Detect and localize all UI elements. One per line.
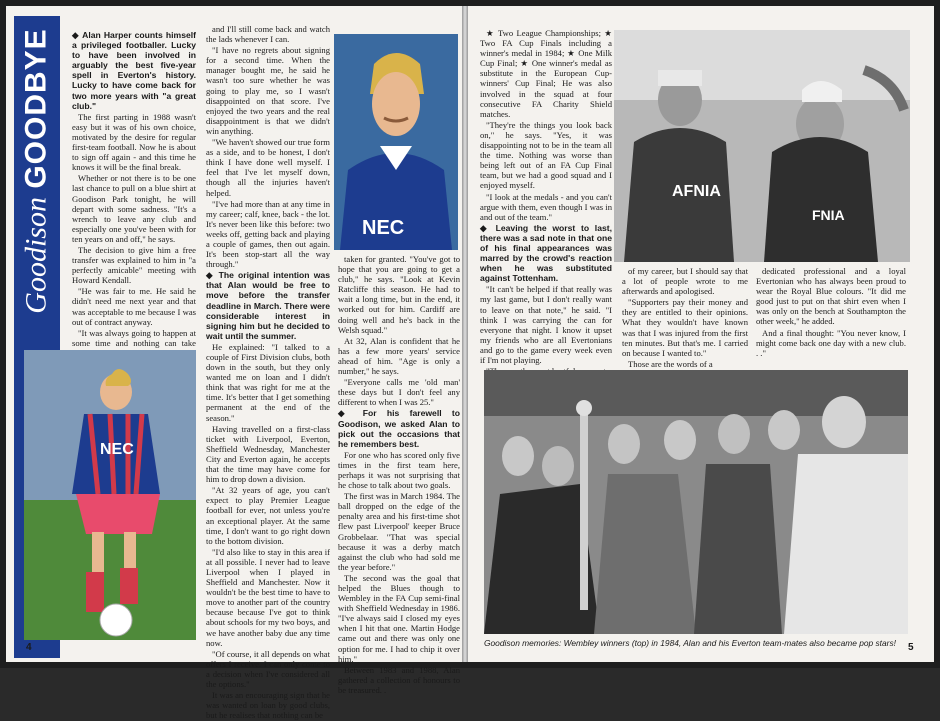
action-shirt-text: NEC <box>100 441 134 458</box>
paragraph: He explained: "I talked to a couple of First Division clubs, both down in the south, but they only wanted me on loan and I didn't think that was right for me at the time. It's better that I get something permanent at the end of the season." <box>206 341 330 423</box>
paragraph: "We haven't showed our true form as a side, and to be honest, I don't think I have done well myself. I feel that I've let myself down, though all the injuries haven't helped. <box>206 137 330 198</box>
paragraph: and I'll still come back and watch the lads whenever I can. <box>206 24 330 45</box>
pop-stars-photo-illustration <box>484 370 908 634</box>
paragraph: taken for granted. "You've got to hope that you are going to get a club," he says. "Look at Kevin Ratcliffe this season. He had to wait a long time, but in the end, it worked out for him. Cardiff are doing well and he's back in the Welsh squad." <box>338 254 460 335</box>
portrait-photo <box>334 34 458 250</box>
paragraph: "It can't be helped if that really was my last game, but I don't really want to leave on that note," he said. "I think I was carrying the can for everyone that night. I know it upset my friends who are all Evertonians and go to the game every week even if I'm not playing. <box>480 284 612 365</box>
text-column-2 <box>206 24 330 721</box>
lead-paragraph: ◆ Alan Harper counts himself a privileged footballer. Lucky to have been involved in arguably the best five-year spell in Everton's history. Lucky to have come back for two more years with "a great club." <box>72 30 196 111</box>
portrait-shirt-text: NEC <box>362 217 405 239</box>
text-column-4 <box>480 28 612 377</box>
paragraph: "At 32 years of age, you can't expect to play Premier League football for ever, not unless you're an exceptional player. At the same time, I don't want to go right down to the bottom division. <box>206 485 330 546</box>
cup-shirt-text-2: FNIA <box>812 207 845 223</box>
cup-final-photo <box>614 30 910 262</box>
paragraph: "I'd also like to stay in this area if at all possible. I never had to leave Liverpool when I played in Sheffield and Manchester. Now it wouldn't be the best time to have to move to another part of the country because because I've got to think about schools for my two boys, and we have another baby due any time now. <box>206 546 330 648</box>
paragraph: "He was fair to me. He said he didn't need me next year and that was acceptable to me because I was out of contract anyway. <box>72 286 196 327</box>
article-title <box>16 28 58 314</box>
paragraph: Between 1983 and 1988, Alan gathered a collection of honours to be treasured. . <box>338 664 460 695</box>
title-bold: GOODBYE <box>20 28 54 189</box>
paragraph: "I look at the medals - and you can't argue with them, even though I was in and out of the team." <box>480 191 612 222</box>
pop-stars-photo <box>484 370 908 634</box>
portrait-photo-illustration <box>334 34 458 250</box>
text-column-5 <box>622 266 748 370</box>
paragraph: "I have no regrets about signing for a second time. When the manager bought me, he said he wasn't too sure whether he was going to play me, so I wasn't disappointed on that score. I've enjoyed the two years and the real disappointment is that we didn't win anything. <box>206 45 330 136</box>
paragraph: ★ Two League Championships; ★ Two FA Cup Finals including a winner's medal in 1984; ★ One Milk Cup Final; ★ One winner's medal as substitute in the European Cup-winners' Cup Final; He was also involved in the squad at four consecutive FA Charity Shield matches. <box>480 28 612 119</box>
subhead-paragraph: ◆ Leaving the worst to last, there was a sad note in that one of his final appearances was marred by the crowd's reaction when he was substituted against Tottenham. <box>480 222 612 284</box>
paragraph: The decision to give him a free transfer was explained to him in "a perfectly amicable" meeting with Howard Kendall. <box>72 244 196 286</box>
page-number-left: 4 <box>26 642 32 653</box>
left-page <box>6 6 462 721</box>
text-column-3 <box>338 254 460 696</box>
paragraph: Having travelled on a first-class ticket with Liverpool, Everton, Sheffield Wednesday, Manchester City and Everton again, he accepts that the time may have come for him to drop down a division. <box>206 423 330 485</box>
right-page <box>468 6 934 662</box>
paragraph: The second was the goal that helped the Blues though to Wembley in the FA Cup semi-final with Sheffield Wednesday in 1986. "I've always said I closed my eyes when I hit that one. Martin Hodge came out and there was only one option for me. I had to chip it over him." <box>338 572 460 664</box>
paragraph: At 32, Alan is confident that he has a few more years' service ahead of him. "Age is only a number," he says. <box>338 335 460 377</box>
cup-final-photo-illustration <box>614 30 910 262</box>
subhead-paragraph: ◆ For his farewell to Goodison, we asked Alan to pick out the occasions that he remembers best. <box>338 408 460 449</box>
paragraph: The first parting in 1988 wasn't easy but it was of his own choice, motivated by the desire for regular first-team football. Now he is about to sign off again - and this time he knows it will be the final break. <box>72 111 196 173</box>
text-column-1 <box>72 30 196 369</box>
paragraph: dedicated professional and a loyal Evertonian who has always been proud to wear the Royal Blue colours. "It did me good just to put on that shirt even when I was only on the bench at Southampton the other week," he added. <box>756 266 906 327</box>
paragraph: The first was in March 1984. The ball dropped on the edge of the penalty area and his first-time shot flew past Liverpool' keeper Bruce Grobbelaar. "That was special because it was a derby match against the club who had sold me the year before." <box>338 491 460 572</box>
paragraph: It was an encouraging sign that he was wanted on loan by good clubs, but he realises that nothing can be <box>206 690 330 721</box>
action-photo-illustration <box>24 350 196 640</box>
paragraph: "Everyone calls me 'old man' these days but I don't feel any different to when I was 25." <box>338 377 460 408</box>
photo-caption: Goodison memories: Wembley winners (top) in 1984, Alan and his Everton team-mates also became pop stars! <box>484 638 896 648</box>
paragraph: And a final thought: "You never know, I might come back one day with a new club. . ." <box>756 327 906 358</box>
page-number-right: 5 <box>908 642 914 653</box>
subhead-paragraph: ◆ The original intention was that Alan would be free to move before the transfer deadline in March. There were considerable interest in signing him but he decided to wait until the summer. <box>206 270 330 341</box>
paragraph: "I've had more than at any time in my career; calf, knee, back - the lot. It's never been like this before: two weeks off, getting back and playing a couple of games, then out again. It's been stop-start all the way through." <box>206 198 330 270</box>
title-italic: Goodison <box>20 197 54 314</box>
paragraph: Whether or not there is to be one last chance to pull on a blue shirt at Goodison Park tonight, he will depart with some sadness. "It's a wrench to leave any club and especially one you've been with for ten years on and off," he says. <box>72 173 196 244</box>
paragraph: "It was always going to happen at some time and nothing can take <box>72 327 196 348</box>
text-column-6 <box>756 266 906 359</box>
paragraph: "They're the things you look back on," he says. "Yes, it was disappointing not to be in the team all the time. Nothing was worse than being left out of an FA Cup Final team, but we had a good squad and I enjoyed myself. <box>480 119 612 191</box>
paragraph: of my career, but I should say that a lot of people wrote to me afterwards and apologised. <box>622 266 748 297</box>
paragraph: Those are the words of a <box>628 358 713 369</box>
action-photo <box>24 350 196 640</box>
paragraph: "Of course, it all depends on what offers I receive. I can only come to a decision when I've considered all the options." <box>206 648 330 689</box>
cup-shirt-text-1: AFNIA <box>672 183 721 200</box>
paragraph: For one who has scored only five times in the first team here, perhaps it was not surprising that he chose to talk about two goals. <box>338 449 460 491</box>
paragraph: "Supporters pay their money and they are entitled to their opinions. What they wouldn't have known was that I was injured from the first ten minutes. But that's me. I carried on because I wanted to." <box>622 297 748 358</box>
